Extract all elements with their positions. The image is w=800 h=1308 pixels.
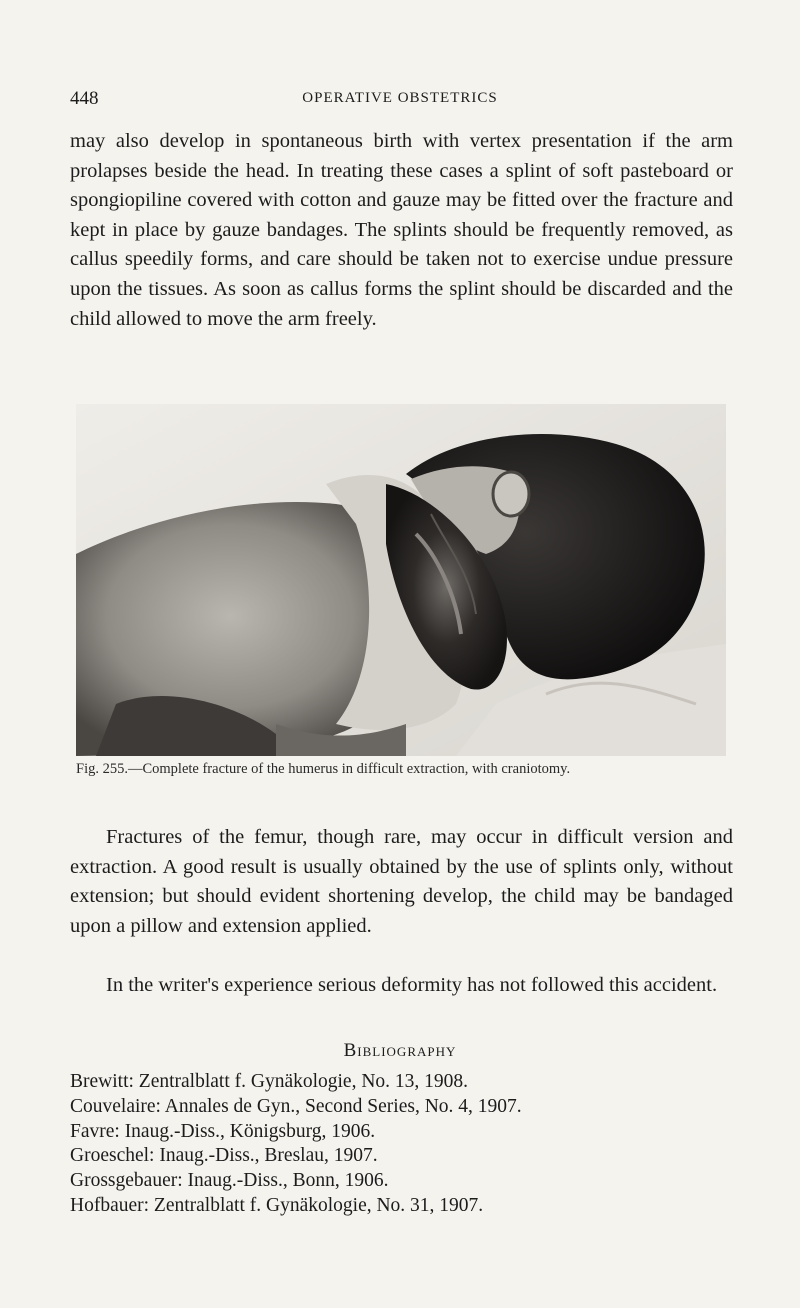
page-header [70,88,730,112]
bibliography-entry: Grossgebauer: Inaug.-Diss., Bonn, 1906. [70,1170,389,1192]
bibliography-entry: Hofbauer: Zentralblatt f. Gynäkologie, No. 31, 1907. [70,1194,484,1216]
figure-caption: Fig. 255.—Complete fracture of the humerus in difficult extraction, with craniotomy. [76,761,571,777]
bibliography-heading: Bibliography [343,1040,457,1061]
bibliography-list [70,1070,750,1219]
page-number: 448 [70,88,99,109]
running-title: OPERATIVE OBSTETRICS [302,90,498,106]
bibliography-entry: Brewitt: Zentralblatt f. Gynäkologie, No. 13, 1908. [70,1071,469,1092]
figure-photograph [76,404,726,756]
bibliography-entry: Couvelaire: Annales de Gyn., Second Series, No. 4, 1907. [70,1095,522,1117]
paragraph-2: Fractures of the femur, though rare, may occur in difficult version and extraction. A good result is usually obtained by the use of splints only, without extension; but should evident shortening develop, the child may be bandaged upon a pillow and extension applied. [70,826,733,937]
bibliography-entry: Groeschel: Inaug.-Diss., Breslau, 1907. [70,1145,378,1167]
paragraph-3: In the writer's experience serious deformity has not followed this accident. [106,974,718,996]
paragraph-1: may also develop in spontaneous birth with vertex presentation if the arm prolapses beside the head. In treating these cases a splint of soft pasteboard or spongiopiline covered with cotton and gauze may be fitted over the fracture and kept in place by gauze bandages. The splints should be frequently removed, as callus speedily forms, and care should be taken not to exercise undue pressure upon the tissues. As soon as callus forms the splint should be discarded and the child allowed to move the arm freely. [70,130,733,330]
infant-photograph-illustration [76,404,726,756]
bibliography-entry: Favre: Inaug.-Diss., Königsburg, 1906. [70,1120,376,1142]
